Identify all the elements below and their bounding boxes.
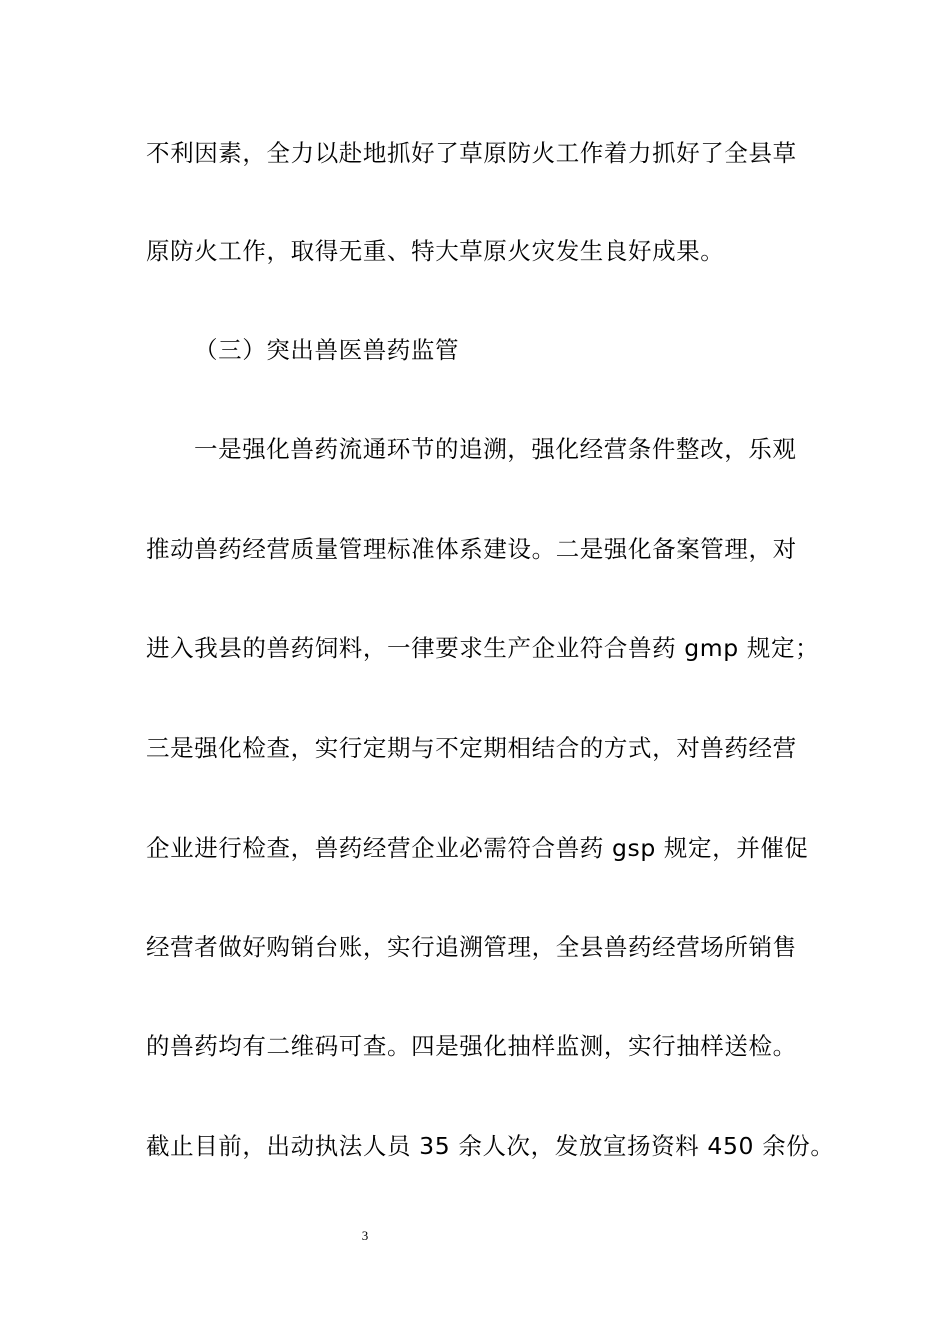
paragraph-line-6: 经营者做好购销台账，实行追溯管理，全县兽药经营场所销售: [146, 933, 797, 961]
page-number: 3: [361, 1228, 369, 1243]
paragraph-line-7: 的兽药均有二维码可查。四是强化抽样监测，实行抽样送检。: [146, 1032, 797, 1060]
paragraph-line-3: 进入我县的兽药饲料，一律要求生产企业符合兽药 gmp 规定；: [146, 634, 820, 662]
body-text-line-2: 原防火工作，取得无重、特大草原火灾发生良好成果。: [146, 237, 725, 265]
paragraph-line-8: 截止目前，出动执法人员 35 余人次，发放宣扬资料 450 余份。: [146, 1132, 835, 1160]
body-text-line-1: 不利因素，全力以赴地抓好了草原防火工作着力抓好了全县草: [146, 139, 797, 167]
section-heading: （三）突出兽医兽药监管: [194, 336, 460, 364]
paragraph-line-4: 三是强化检查，实行定期与不定期相结合的方式，对兽药经营: [146, 734, 797, 762]
paragraph-line-5: 企业进行检查，兽药经营企业必需符合兽药 gsp 规定，并催促: [146, 834, 809, 862]
paragraph-line-2: 推动兽药经营质量管理标准体系建设。二是强化备案管理，对: [146, 535, 797, 563]
paragraph-line-1: 一是强化兽药流通环节的追溯，强化经营条件整改，乐观: [194, 435, 797, 463]
